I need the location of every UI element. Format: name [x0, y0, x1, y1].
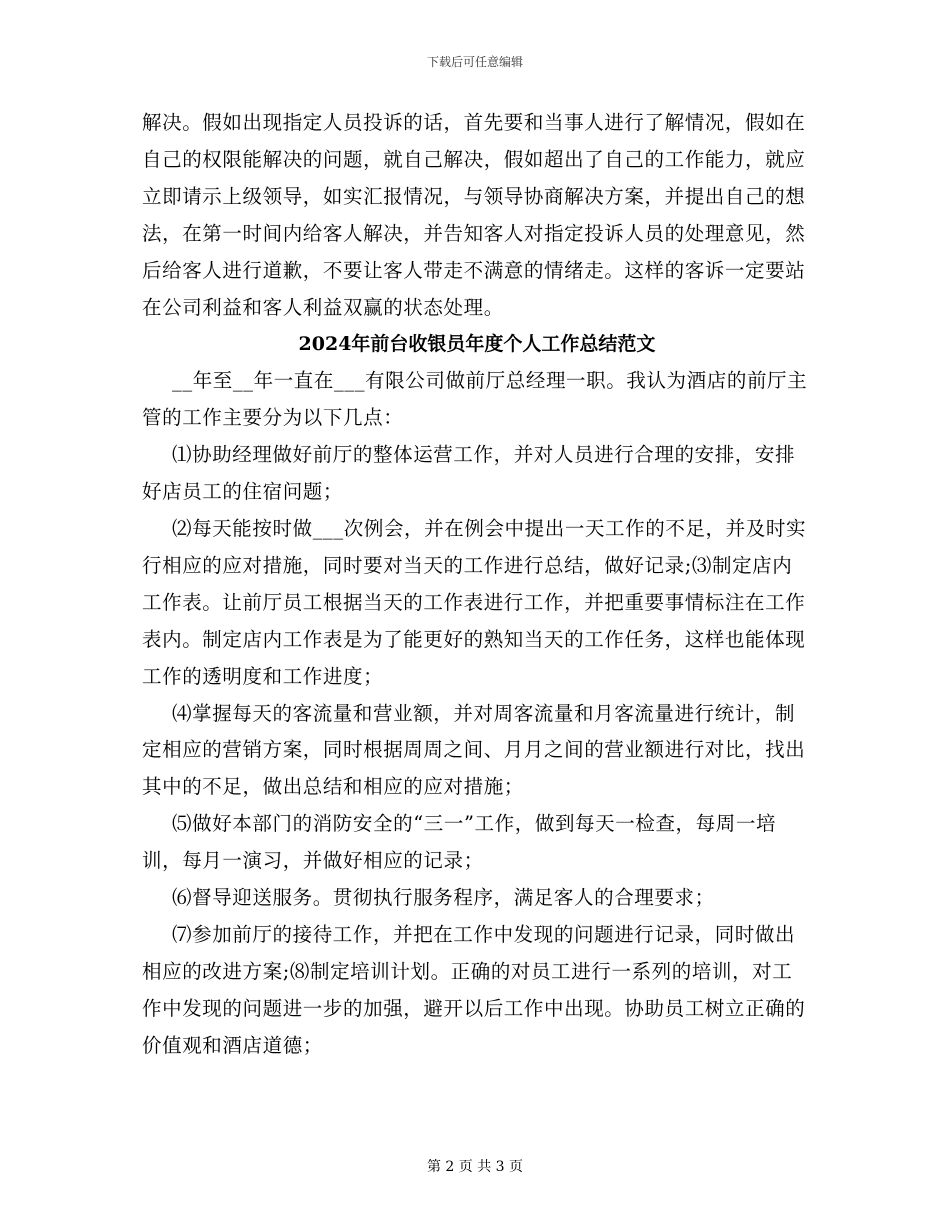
page-footer: 第 2 页 共 3 页	[426, 1159, 524, 1175]
intro-paragraph: 解决。假如出现指定人员投诉的话，首先要和当事人进行了解情况，假如在自己的权限能解决的问题，就自己解决，假如超出了自己的工作能力，就应立即请示上级领导，如实汇报情况，与领导协商解决方案，并提出自己的想法，在第一时间内给客人解决，并告知客人对指定投诉人员的处理意见，然后给客人进行道歉，不要让客人带走不满意的情绪走。这样的客诉一定要站在公司利益和客人利益双赢的状态处理。	[142, 111, 806, 319]
document-title: 2024年前台收银员年度个人工作总结范文	[298, 333, 656, 356]
paragraph-item-6: ⑹督导迎送服务。贯彻执行服务程序，满足客人的合理要求；	[172, 886, 715, 910]
document-body	[142, 105, 812, 1065]
paragraph-item-7-8: ⑺参加前厅的接待工作，并把在工作中发现的问题进行记录，同时做出相应的改进方案;⑻制定培训计划。正确的对员工进行一系列的培训，对工作中发现的问题进一步的加强，避开以后工作中出现。协助员工树立正确的价值观和酒店道德；	[142, 922, 806, 1057]
paragraph-item-5: ⑸做好本部门的消防安全的“三一”工作，做到每天一检查，每周一培训，每月一演习，并做好相应的记录；	[142, 812, 777, 873]
paragraph-item-1: ⑴协助经理做好前厅的整体运营工作，并对人员进行合理的安排，安排好店员工的住宿问题；	[142, 443, 796, 504]
page-header: 下载后可任意编辑	[426, 55, 523, 69]
paragraph-item-4: ⑷掌握每天的客流量和营业额，并对周客流量和月客流量进行统计，制定相应的营销方案，同时根据周周之间、月月之间的营业额进行对比，找出其中的不足，做出总结和相应的应对措施；	[142, 701, 806, 799]
paragraph-intro-summary: __年至__年一直在___有限公司做前厅总经理一职。我认为酒店的前厅主管的工作主要分为以下几点：	[142, 369, 808, 430]
paragraph-item-2-3: ⑵每天能按时做___次例会，并在例会中提出一天工作的不足，并及时实行相应的应对措施，同时要对当天的工作进行总结，做好记录;⑶制定店内工作表。让前厅员工根据当天的工作表进行工作，并把重要事情标注在工作表内。制定店内工作表是为了能更好的熟知当天的工作任务，这样也能体现工作的透明度和工作进度；	[142, 516, 807, 688]
